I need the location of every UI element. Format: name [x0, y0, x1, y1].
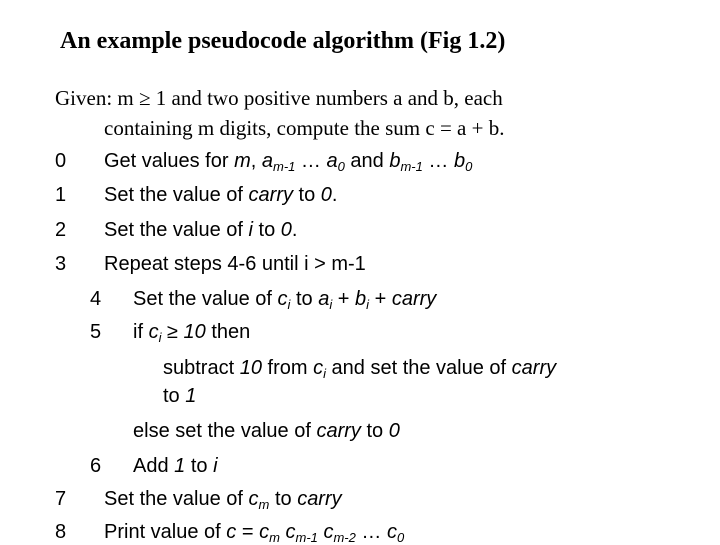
step-number: 4	[90, 288, 102, 310]
step-number: 2	[55, 219, 67, 241]
step-2-text: Set the value of i to 0.	[104, 219, 298, 241]
step-6-text: Add 1 to i	[133, 455, 218, 477]
step-0-text: Get values for m, $a_{m-1}$ … $a_0$ and $b_{m-1}$ … $b_0$	[104, 150, 473, 174]
step-number: 3	[55, 253, 67, 275]
step-1-text: Set the value of carry to 0.	[104, 184, 338, 206]
then-branch-line-1: subtract 10 from $c_i$ and set the value of carry	[163, 357, 557, 381]
step-number: 8	[55, 521, 67, 543]
given-line-1: Given: m ≥ 1 and two positive numbers a and b, each	[55, 86, 503, 110]
step-number: 5	[90, 321, 102, 343]
page-title: An example pseudocode algorithm (Fig 1.2)	[60, 28, 506, 54]
step-5-text: if $c_i \ge 10$ then	[133, 321, 251, 345]
given-line-2: containing m digits, compute the sum c = a + b.	[104, 116, 505, 140]
else-branch-line: else set the value of carry to 0	[133, 420, 400, 442]
step-8-text: Print value of $c = c_m$ $c_{m-1}$ $c_{m-2}$ … $c_0$	[104, 521, 405, 545]
step-number: 1	[55, 184, 67, 206]
step-number: 7	[55, 488, 67, 510]
step-7-text: Set the value of $c_m$ to carry	[104, 488, 342, 512]
then-branch-line-2: to 1	[163, 385, 197, 407]
step-3-text: Repeat steps 4-6 until i > m-1	[104, 253, 366, 275]
step-number: 6	[90, 455, 102, 477]
step-4-text: Set the value of $c_i$ to $a_i + b_i$ + carry	[133, 288, 437, 312]
step-number: 0	[55, 150, 67, 172]
